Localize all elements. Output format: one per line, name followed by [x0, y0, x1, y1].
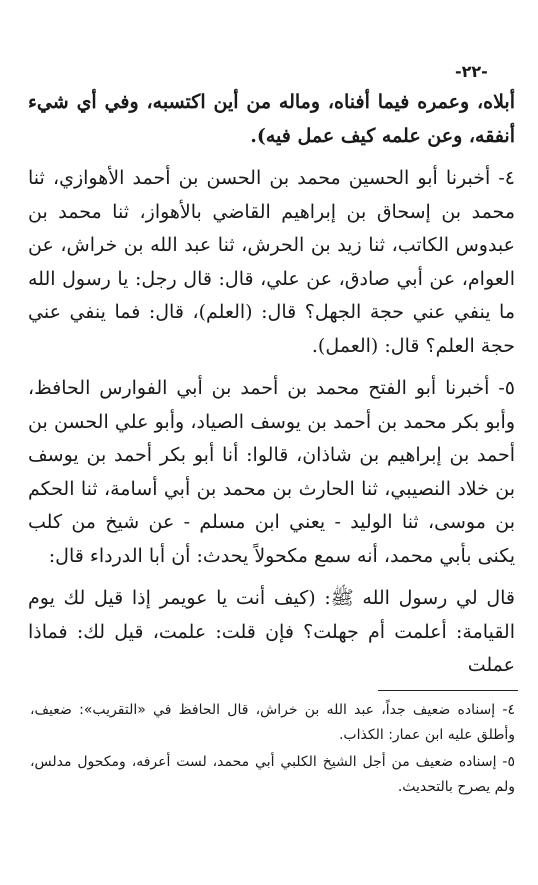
- footnote-divider: [378, 690, 518, 691]
- paragraph-hadith-5-quote: قال لي رسول الله ﷺ: (كيف أنت يا عويمر إذا قيل لك يوم القيامة: أعلمت أم جهلت؟ فإن قلت: علمت، قيل لك: فماذا عملت: [28, 587, 515, 676]
- page-number: -٢٢-: [455, 62, 488, 81]
- footnotes: [30, 698, 515, 800]
- paragraph-hadith-5: ٥- أخبرنا أبو الفتح محمد بن أحمد بن أبي الفوارس الحافظ، وأبو بكر محمد بن أحمد بن يوسف الصياد، وأبو علي الحسن بن أحمد بن إبراهيم بن شاذان، قالوا: أنا أبو بكر أحمد بن يوسف بن خلاد النصيبي، ثنا الحارث بن محمد بن أبي أسامة، ثنا الحكم بن موسى، ثنا الوليد - يعني ابن مسلم - عن شيخ من كلب يكنى بأبي محمد، أنه سمع مكحولاً يحدث: أن أبا الدرداء قال:: [28, 377, 515, 567]
- paragraph-hadith-end: أبلاه، وعمره فيما أفناه، وماله من أين اكتسبه، وفي أي شيء أنفقه، وعن علمه كيف عمل فيه).: [28, 91, 515, 147]
- main-text: [28, 86, 515, 683]
- footnote-4: ٤- إسناده ضعيف جداً، عبد الله بن خراش، قال الحافظ في «التقريب»: ضعيف، وأطلق عليه ابن عمار: الكذاب.: [30, 702, 515, 743]
- paragraph-hadith-4: ٤- أخبرنا أبو الحسين محمد بن الحسن بن أحمد الأهوازي، ثنا محمد بن إسحاق بن إبراهيم القاضي بالأهواز، ثنا محمد بن عبدوس الكاتب، ثنا زيد بن الحرش، ثنا عبد الله بن خراش، عن العوام، عن أبي صادق، عن علي، قال: قال رجل: يا رسول الله ما ينفي عني حجة الجهل؟ قال: (العلم)، قال: فما ينفي عني حجة العلم؟ قال: (العمل).: [28, 167, 515, 357]
- footnote-5: ٥- إسناده ضعيف من أجل الشيخ الكلبي أبي محمد، لست أعرفه، ومكحول مدلس، ولم يصرح بالتحديث.: [30, 754, 515, 795]
